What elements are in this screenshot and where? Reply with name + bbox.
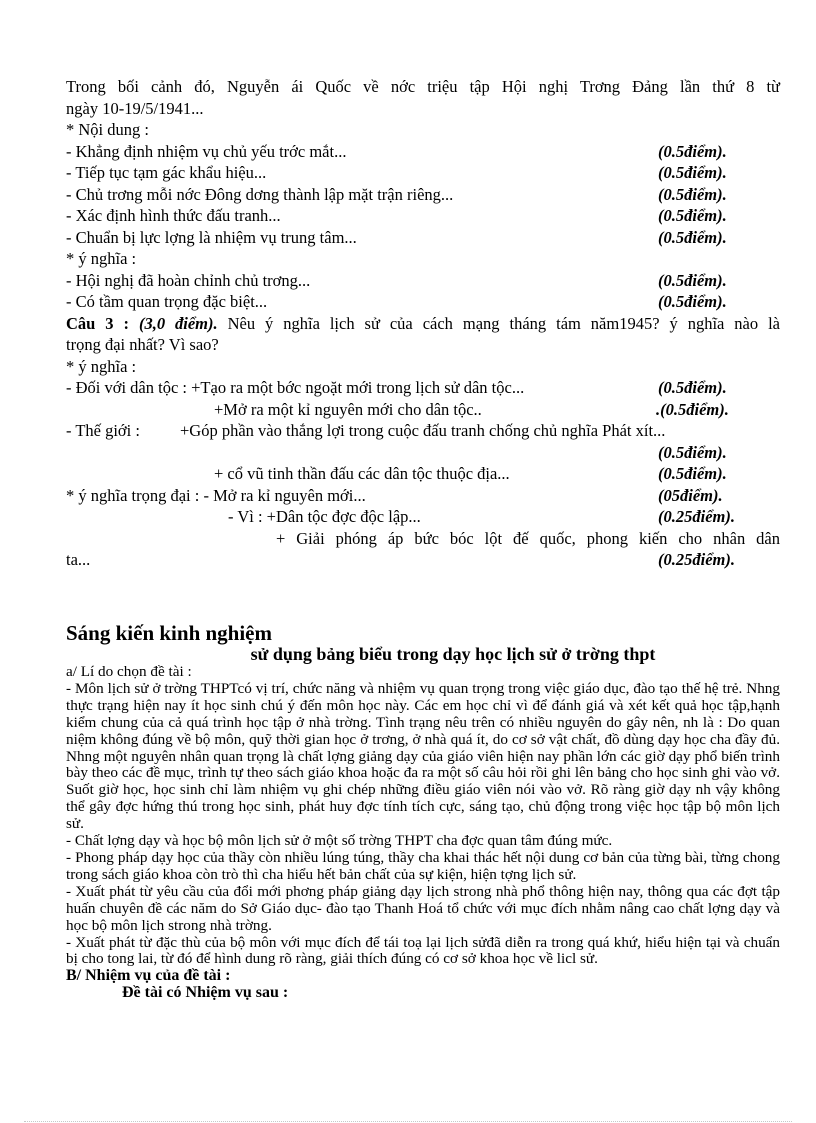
item-points: (0.5điểm). (658, 184, 727, 204)
item-points: (0.5điểm). (658, 141, 727, 161)
nation-label: - Đối với dân tộc : (66, 378, 187, 397)
item-text: - Khẳng định nhiệm vụ chủ yếu trớc mắt... (66, 141, 347, 161)
content-item (66, 184, 780, 206)
major-label: * ý nghĩa trọng đại : - Mở ra kỉ nguyên mới... (66, 485, 366, 505)
paragraph: - Xuất phát từ đặc thù của bộ môn với mục đích để tái toạ lại lịch sửđã diễn ra trong quá khứ, hiểu hiện tại và chuẩn bị cho tong lai, từ đó để hình dung rõ ràng, giải thích đúng có cơ sở khoa học về licl sử. (66, 933, 780, 968)
section-b-sub: Đề tài có Nhiệm vụ sau : (122, 984, 289, 1002)
initiative-section (66, 622, 780, 1002)
content-item (66, 227, 780, 249)
item-points: (0.25điểm). (658, 550, 735, 569)
item-points: (0.25điểm). (658, 507, 735, 526)
liberation-line (66, 528, 780, 550)
paragraph: - Chất lợng dạy và học bộ môn lịch sử ở một số trờng THPT cha đợc quan tâm đúng mức. (66, 832, 613, 850)
meaning-item (66, 270, 780, 292)
content-item (66, 205, 780, 227)
question3-line: Câu 3 : (3,0 điểm). Nêu ý nghĩa lịch sử của cách mạng tháng tám năm1945? ý nghĩa nào là (66, 313, 780, 333)
item-points: (0.5điểm). (658, 270, 727, 290)
item-points: (0.5điểm). (658, 464, 727, 483)
item-points: (05điểm). (658, 485, 723, 505)
nation-b: +Mở ra một kỉ nguyên mới cho dân tộc.. (214, 399, 482, 419)
content-item (66, 162, 780, 184)
world-b: + cổ vũ tinh thần đấu các dân tộc thuộc địa... (214, 464, 510, 483)
page-bottom-rule (24, 1121, 792, 1122)
item-text: - Tiếp tục tạm gác khẩu hiệu... (66, 163, 267, 182)
section-a-heading: a/ Lí do chọn đề tài : (66, 663, 192, 680)
meaning-heading: * ý nghĩa : (66, 249, 137, 268)
item-text: - Chuẩn bị lực lợng là nhiệm vụ trung tâm... (66, 227, 357, 247)
world-label: - Thế giới : (66, 421, 140, 440)
item-points: (0.5điểm). (658, 292, 727, 311)
intro-line: ngày 10-19/5/1941... (66, 98, 204, 118)
item-points: (0.5điểm). (658, 163, 727, 182)
liberation-text: + Giải phóng áp bức bóc lột đế quốc, phong kiến cho nhân dân (276, 528, 780, 548)
item-points: .(0.5điểm). (656, 399, 729, 419)
content-heading: * Nội dung : (66, 120, 149, 139)
question3-score: (3,0 điểm). (138, 313, 218, 333)
question3-line: trọng đại nhất? Vì sao? (66, 335, 219, 354)
nation-line (66, 377, 780, 399)
nation-a: +Tạo ra một bớc ngoặt mới trong lịch sử dân tộc... (191, 378, 525, 397)
content-item (66, 141, 780, 163)
meaning-item (66, 291, 780, 313)
why-line (66, 506, 780, 528)
item-text: - Chủ trơng mỗi nớc Đông dơng thành lập mặt trận riêng... (66, 184, 454, 204)
intro-line: Trong bối cảnh đó, Nguyễn ái Quốc về nớc triệu tập Hội nghị Trơng Đảng lần thứ 8 từ (66, 77, 780, 96)
item-points: (0.5điểm). (658, 227, 727, 247)
question3-label: Câu 3 (66, 313, 114, 333)
paragraph: - Môn lịch sử ở trờng THPTcó vị trí, chức năng và nhiệm vụ quan trọng trong việc giáo dục, đào tạo thế hệ trẻ. Nhng thực trạng hiện nay ít học sinh chú ý đến môn học này. Các em học chỉ vì để đánh giá và xét kết quả học tập,hạnh kiểm chung của cả quá trình học tập ở nhà trờng. Tình trạng nêu trên có nhiều nguyên do gây nên, nh là : Do quan niệm không đúng về bộ môn, quỹ thời gian học ở trơng, ở nhà quá ít, do cơ sở vật chất, đồ dùng dạy học cha đầy đủ. Nhng một nguyên nhân quan trọng là chất lợng giảng dạy của giáo viên hiện nay phần lớn các giờ dạy phổ biến trình bày theo các đề mục, trình tự theo sách giáo khoa hoặc đa ra một số câu hỏi rồi ghi lên bảng cho học sinh ghi vào vở. Suốt giờ học, học sinh chỉ làm nhiệm vụ ghi chép những điều giáo viên nói vào vở. Rõ ràng giờ dạy nh vậy không thể gây đợc hứng thú trong học sinh, phát huy đợc tính tích cực, sáng tạo, chủ động trong việc học tập bộ môn lịch sử. (66, 679, 780, 833)
why-text: - Vì : +Dân tộc đợc độc lập... (228, 507, 421, 526)
world-line (66, 463, 780, 485)
item-points: (0.5điểm). (658, 378, 727, 397)
question3-text: Nêu ý nghĩa lịch sử của cách mạng tháng tám năm1945? ý nghĩa nào là (217, 313, 780, 333)
nation-line (66, 399, 780, 421)
section-b-heading: B/ Nhiệm vụ của đề tài : (66, 967, 231, 985)
item-points: (0.5điểm). (658, 442, 727, 462)
paragraph: - Phong pháp dạy học của thầy còn nhiều lúng túng, thầy cha khai thác hết nội dung cơ bản của từng bài, từng chong trong sách giáo khoa còn trò thì cha hiểu hết bản chất của sự kiện, hiện tợng lịch sử. (66, 848, 780, 883)
item-text: - Hội nghị đã hoàn chỉnh chủ trơng... (66, 270, 311, 290)
paragraph: - Xuất phát từ yêu cầu của đổi mới phơng pháp giảng dạy lịch strong nhà phổ thông hiện nay, thông qua các đợt tập huấn chuyên đề các năm do Sở Giáo dục- đào tạo Thanh Hoá tổ chức với mục đích nhằm nâng cao chất lợng dạy và học bộ môn lịch strong nhà trờng. (66, 882, 780, 934)
liberation-line (66, 549, 780, 571)
world-a: +Góp phần vào thắng lợi trong cuộc đấu tranh chống chủ nghĩa Phát xít... (180, 421, 666, 440)
item-text: - Xác định hình thức đấu tranh... (66, 206, 281, 225)
item-points: (0.5điểm). (658, 206, 727, 225)
major-line (66, 485, 780, 507)
liberation-text: ta... (66, 550, 91, 569)
answer-section (66, 76, 780, 571)
initiative-subtitle: sử dụng bảng biểu trong dạy học lịch sử ở trờng thpt (250, 644, 656, 664)
item-text: - Có tầm quan trọng đặc biệt... (66, 292, 268, 311)
initiative-body (66, 664, 780, 1002)
world-line (66, 442, 780, 464)
world-line (66, 420, 780, 442)
q3-meaning-heading: * ý nghĩa : (66, 356, 137, 376)
initiative-title: Sáng kiến kinh nghiệm (66, 621, 273, 645)
